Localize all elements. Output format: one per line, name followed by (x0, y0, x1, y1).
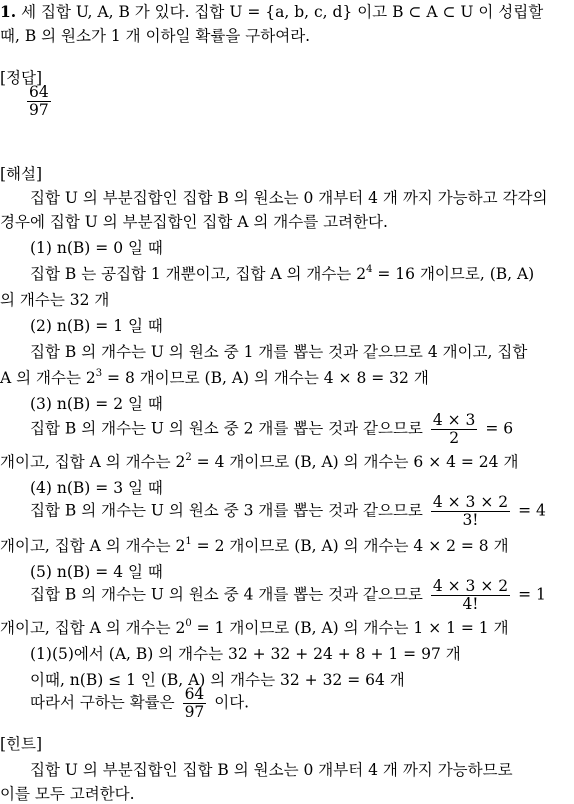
solution-text: 집합 B 의 개수는 U 의 원소 중 2 개를 뽑는 것과 같으므로 (30, 419, 423, 438)
problem-text-1: 세 집합 U, A, B 가 있다. 집합 U = {a, b, c, d} 이고 B ⊂ A ⊂ U 이 성립할 (21, 3, 544, 21)
problem-number: 1. (0, 2, 17, 21)
fraction-denominator: 3! (462, 511, 479, 529)
answer-numerator: 64 (29, 83, 49, 101)
solution-text: = 4 개이므로 (B, A) 의 개수는 6 × 4 = 24 개 (191, 453, 519, 471)
fraction (431, 412, 478, 447)
solution-text: 이다. (214, 693, 250, 712)
fraction-numerator: 64 (184, 685, 205, 703)
solution-line (0, 536, 509, 556)
solution-line (30, 412, 513, 447)
solution-line (30, 264, 534, 284)
fraction-numerator: 4 × 3 × 2 (432, 577, 509, 595)
solution-text: A 의 개수는 2 (0, 369, 96, 387)
fraction-numerator: 4 × 3 (432, 411, 476, 429)
case-2-heading: (2) n(B) = 1 일 때 (30, 317, 163, 335)
solution-line: 경우에 집합 U 의 부분집합인 집합 A 의 개수를 고려한다. (0, 213, 388, 231)
fraction (183, 686, 207, 721)
solution-text: 집합 B 의 개수는 U 의 원소 중 3 개를 뽑는 것과 같으므로 (30, 501, 423, 520)
solution-text: = 4 (518, 501, 546, 520)
solution-line (0, 452, 518, 472)
exponent: 1 (185, 536, 192, 547)
solution-text: = 16 개이므로, (B, A) (372, 265, 535, 283)
solution-line (0, 618, 509, 638)
problem-line-1 (0, 2, 543, 22)
solution-line (0, 368, 429, 388)
answer-fraction (24, 84, 54, 119)
fraction-denominator: 4! (462, 595, 479, 613)
fraction (431, 578, 510, 613)
solution-text: 따라서 구하는 확률은 (30, 693, 175, 712)
hint-text-1: 집합 U 의 부분집합인 집합 B 의 원소는 0 개부터 4 개 까지 가능하므로 (30, 761, 513, 779)
exponent: 0 (185, 618, 192, 629)
solution-text: = 6 (485, 419, 514, 438)
fraction-denominator: 97 (184, 703, 205, 721)
solution-text: = 8 개이므로 (B, A) 의 개수는 4 × 8 = 32 개 (102, 369, 429, 387)
solution-text: = 2 개이므로 (B, A) 의 개수는 4 × 2 = 8 개 (191, 537, 509, 555)
hint-text-2: 이를 모두 고려한다. (0, 785, 135, 803)
solution-line: (1)(5)에서 (A, B) 의 개수는 32 + 32 + 24 + 8 + 1 = 97 개 (30, 645, 461, 663)
solution-text: = 1 (518, 585, 546, 604)
fraction (431, 494, 510, 529)
solution-line: 의 개수는 32 개 (0, 291, 110, 309)
answer-denominator: 97 (29, 101, 49, 119)
problem-text-2: 때, B 의 원소가 1 개 이하일 확률을 구하여라. (0, 27, 311, 45)
solution-text: = 1 개이므로 (B, A) 의 개수는 1 × 1 = 1 개 (191, 619, 509, 637)
fraction-denominator: 2 (449, 429, 460, 447)
solution-line: 이때, n(B) ≤ 1 인 (B, A) 의 개수는 32 + 32 = 64 개 (30, 671, 405, 689)
case-3-heading: (3) n(B) = 2 일 때 (30, 395, 163, 413)
solution-text: 개이고, 집합 A 의 개수는 2 (0, 453, 186, 471)
exponent: 2 (185, 452, 192, 463)
exponent: 4 (366, 264, 373, 275)
answer-label: [정답] (0, 69, 43, 87)
fraction-numerator: 4 × 3 × 2 (432, 493, 509, 511)
solution-line (30, 578, 546, 613)
solution-conclusion (30, 686, 249, 721)
solution-text: 집합 B 의 개수는 U 의 원소 중 4 개를 뽑는 것과 같으므로 (30, 585, 423, 604)
case-5-heading: (5) n(B) = 4 일 때 (30, 563, 163, 581)
exponent: 3 (95, 368, 103, 379)
solution-line (30, 494, 546, 529)
case-4-heading: (4) n(B) = 3 일 때 (30, 479, 163, 497)
solution-label: [해설] (0, 165, 43, 183)
solution-line: 집합 B 의 개수는 U 의 원소 중 1 개를 뽑는 것과 같으므로 4 개이고, 집합 (30, 343, 528, 361)
solution-text: 개이고, 집합 A 의 개수는 2 (0, 537, 186, 555)
solution-text: 집합 B 는 공집합 1 개뿐이고, 집합 A 의 개수는 2 (30, 265, 367, 283)
solution-text: 개이고, 집합 A 의 개수는 2 (0, 619, 186, 637)
hint-label: [힌트] (0, 735, 43, 753)
case-1-heading: (1) n(B) = 0 일 때 (30, 239, 163, 257)
solution-line: 집합 U 의 부분집합인 집합 B 의 원소는 0 개부터 4 개 까지 가능하고 각각의 (30, 189, 548, 207)
